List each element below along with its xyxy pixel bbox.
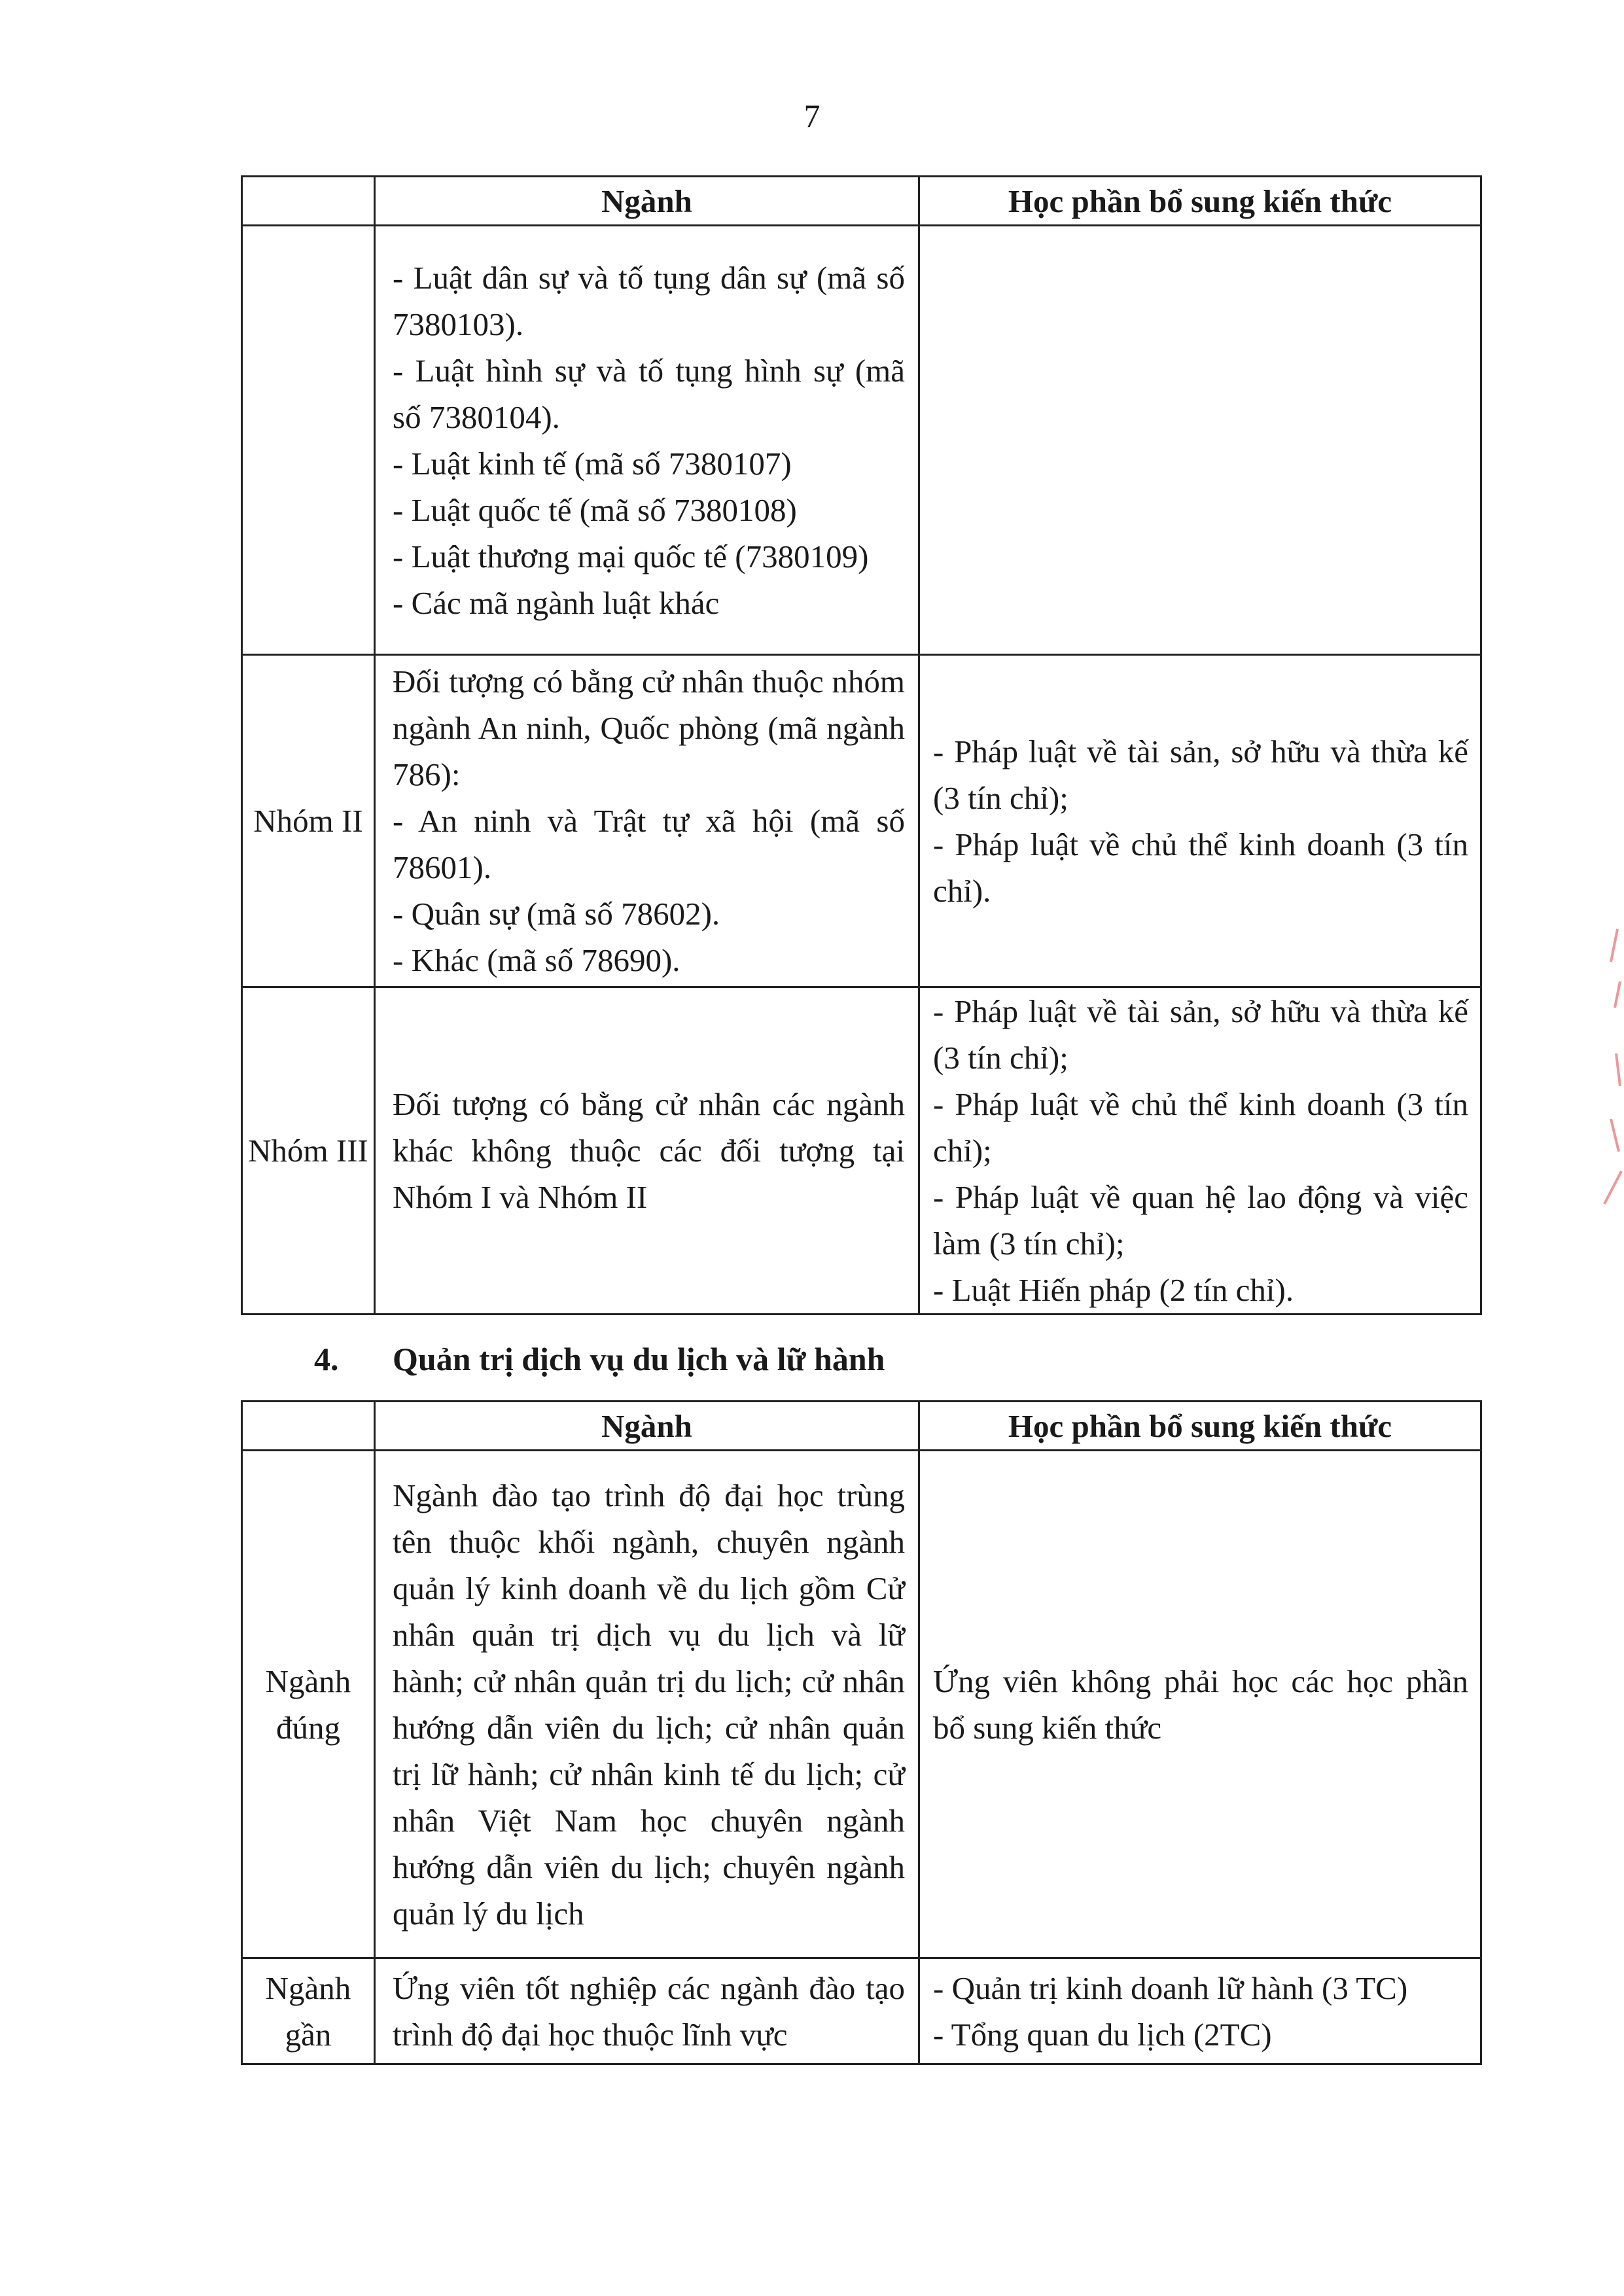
table-header-row: [242, 177, 1481, 226]
header-courses: Học phần bổ sung kiến thức: [919, 1402, 1481, 1451]
row-major: [375, 1451, 919, 1958]
table-header-row: [242, 1402, 1481, 1451]
row-group: [242, 226, 375, 655]
row-group: Nhóm II: [242, 655, 375, 987]
major-line: - Luật dân sự và tố tụng dân sự (mã số 7380103).: [393, 259, 905, 342]
row-courses: [919, 226, 1481, 655]
row-major: [375, 655, 919, 987]
row-courses: [919, 1958, 1481, 2064]
row-group: Ngành gần: [242, 1958, 375, 2064]
course-line: - Pháp luật về chủ thể kinh doanh (3 tín chỉ);: [933, 1086, 1468, 1169]
course-line: - Tổng quan du lịch (2TC): [933, 2016, 1272, 2053]
row-courses: [919, 655, 1481, 987]
major-line: - Luật quốc tế (mã số 7380108): [393, 491, 797, 528]
major-line: - Luật kinh tế (mã số 7380107): [393, 445, 792, 482]
page-number: 7: [803, 97, 821, 134]
row-courses: [919, 987, 1481, 1315]
course-line: - Quản trị kinh doanh lữ hành (3 TC): [933, 1969, 1408, 2006]
section-title: Quản trị dịch vụ du lịch và lữ hành: [393, 1341, 885, 1377]
table-row: [242, 1958, 1481, 2064]
major-line: Ứng viên tốt nghiệp các ngành đào tạo trình độ đại học thuộc lĩnh vực: [393, 1969, 905, 2053]
row-group: Ngành đúng: [242, 1451, 375, 1958]
course-line: Ứng viên không phải học các học phần bổ sung kiến thức: [933, 1663, 1468, 1746]
section-number: 4.: [314, 1341, 339, 1377]
major-line: Ngành đào tạo trình độ đại học trùng tên thuộc khối ngành, chuyên ngành quản lý kinh doanh về du lịch gồm Cử nhân quản trị dịch vụ du lịch và lữ hành; cử nhân quản trị du lịch; cử nhân hướng dẫn viên du lịch; cử nhân quản trị lữ hành; cử nhân kinh tế du lịch; cử nhân Việt Nam học chuyên ngành hướng dẫn viên du lịch; chuyên ngành quản lý du lịch: [393, 1477, 905, 1932]
major-line: - Các mã ngành luật khác: [393, 584, 720, 621]
table-row: [242, 1451, 1481, 1958]
section-heading: [314, 1340, 885, 1378]
major-line: - Luật thương mại quốc tế (7380109): [393, 538, 869, 574]
course-line: - Pháp luật về tài sản, sở hữu và thừa kế (3 tín chỉ);: [933, 733, 1468, 816]
header-group: [242, 1402, 375, 1451]
row-major: [375, 1958, 919, 2064]
header-major: Ngành: [375, 177, 919, 226]
row-major: [375, 226, 919, 655]
major-line: Đối tượng có bằng cử nhân thuộc nhóm ngành An ninh, Quốc phòng (mã ngành 786):: [393, 663, 905, 792]
major-line: - An ninh và Trật tự xã hội (mã số 78601).: [393, 803, 905, 885]
major-line: - Khác (mã số 78690).: [393, 942, 680, 978]
row-group: Nhóm III: [242, 987, 375, 1315]
header-major: Ngành: [375, 1402, 919, 1451]
header-group: [242, 177, 375, 226]
table-row: [242, 655, 1481, 987]
course-line: - Pháp luật về chủ thể kinh doanh (3 tín chỉ).: [933, 826, 1468, 909]
header-courses: Học phần bổ sung kiến thức: [919, 177, 1481, 226]
major-line: Đối tượng có bằng cử nhân các ngành khác không thuộc các đối tượng tại Nhóm I và Nhóm II: [393, 1086, 905, 1215]
major-line: - Quân sự (mã số 78602).: [393, 896, 720, 932]
major-line: - Luật hình sự và tố tụng hình sự (mã số 7380104).: [393, 352, 905, 435]
row-major: [375, 987, 919, 1315]
table-row: [242, 226, 1481, 655]
table-row: [242, 987, 1481, 1315]
course-line: - Pháp luật về quan hệ lao động và việc làm (3 tín chỉ);: [933, 1179, 1468, 1262]
table-law-groups: [241, 175, 1482, 1315]
row-courses: [919, 1451, 1481, 1958]
stamp-edge-mark: [1591, 923, 1624, 1210]
table-tourism-majors: [241, 1400, 1482, 2065]
course-line: - Pháp luật về tài sản, sở hữu và thừa kế (3 tín chỉ);: [933, 993, 1468, 1076]
course-line: - Luật Hiến pháp (2 tín chỉ).: [933, 1272, 1294, 1308]
